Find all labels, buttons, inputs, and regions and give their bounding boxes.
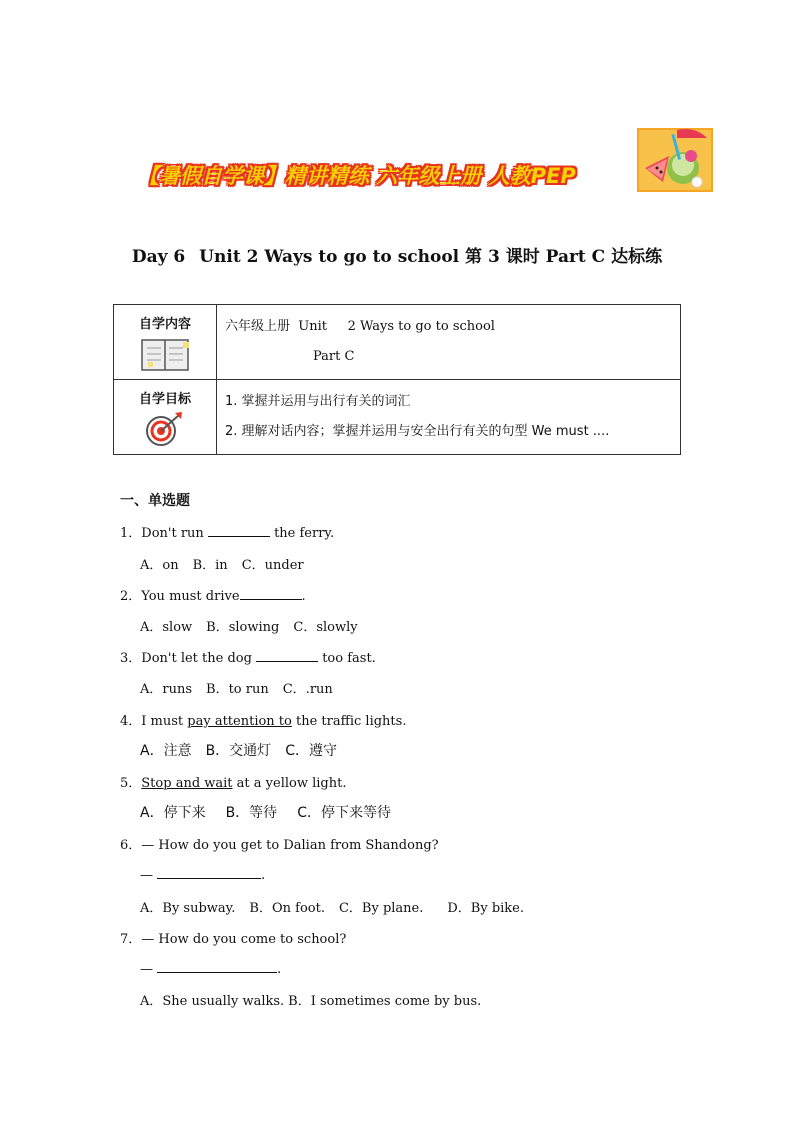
option-b[interactable]: B．On foot. — [249, 901, 325, 916]
question-text: at a yellow light. — [232, 776, 347, 791]
period: . — [261, 868, 266, 883]
option-a[interactable]: A．slow — [140, 620, 193, 635]
study-content-line2: Part C — [313, 349, 355, 364]
question-7 — [120, 928, 346, 947]
question-text: You must drive — [141, 589, 240, 604]
option-a[interactable]: A．停下来 — [140, 805, 206, 821]
section-title: 一、单选题 — [120, 493, 190, 509]
question-number: 4． — [120, 714, 142, 729]
option-b[interactable]: B．to run — [206, 682, 269, 697]
study-goal-line1: 1. 掌握并运用与出行有关的词汇 — [225, 394, 411, 409]
option-c[interactable]: C．.run — [282, 682, 333, 697]
study-goal-line2: 2. 理解对话内容；掌握并运用与安全出行有关的句型 We must .... — [225, 424, 610, 439]
option-a[interactable]: A．She usually walks. — [140, 994, 285, 1009]
option-a[interactable]: A．注意 — [140, 743, 192, 759]
title-day: Day 6 — [131, 247, 186, 267]
title-rest: Unit 2 Ways to go to school 第 3 课时 Part C 达标练 — [199, 247, 663, 267]
question-number: 2． — [120, 589, 142, 604]
study-content-line1: 六年级上册 Unit 2 Ways to go to school — [225, 319, 495, 334]
question-text: . — [301, 589, 306, 604]
question-number: 1． — [120, 526, 142, 541]
option-b[interactable]: B．等待 — [225, 805, 278, 821]
question-6 — [120, 834, 439, 853]
option-a[interactable]: A．on — [140, 558, 179, 573]
options-6 — [140, 897, 538, 916]
option-a[interactable]: A．By subway. — [140, 901, 236, 916]
dash: — — [140, 868, 158, 883]
table-row — [114, 305, 681, 380]
question-text: too fast. — [318, 651, 376, 666]
question-number: 6． — [120, 838, 142, 853]
answer-line-7 — [140, 960, 281, 977]
option-b[interactable]: B．交通灯 — [205, 743, 272, 759]
study-goal-cell — [217, 380, 681, 455]
page-title — [0, 242, 794, 267]
options-5 — [140, 802, 405, 822]
option-b[interactable]: B．slowing — [206, 620, 280, 635]
option-a[interactable]: A．runs — [140, 682, 193, 697]
answer-blank[interactable] — [157, 960, 277, 973]
question-text: Don't let the dog — [141, 651, 257, 666]
question-text: — How do you come to school? — [141, 932, 347, 947]
answer-blank[interactable] — [208, 524, 270, 537]
options-2 — [140, 616, 372, 635]
question-5 — [120, 772, 346, 791]
question-number: 5． — [120, 776, 142, 791]
options-1 — [140, 554, 318, 573]
table-row — [114, 380, 681, 455]
study-content-cell — [217, 305, 681, 380]
dash: — — [140, 962, 158, 977]
answer-blank[interactable] — [256, 649, 318, 662]
option-c[interactable]: C．停下来等待 — [297, 805, 391, 821]
summer-drink-icon — [637, 128, 713, 192]
answer-blank[interactable] — [240, 587, 302, 600]
question-4 — [120, 710, 406, 729]
question-text: I must — [141, 714, 188, 729]
option-b[interactable]: B．I sometimes come by bus. — [288, 994, 482, 1009]
question-text: Don't run — [141, 526, 208, 541]
option-c[interactable]: C．slowly — [293, 620, 358, 635]
study-content-label: 自学内容 — [138, 317, 191, 332]
question-3 — [120, 647, 376, 666]
question-2 — [120, 585, 306, 604]
info-table — [113, 304, 681, 455]
underlined-phrase: pay attention to — [187, 714, 292, 729]
notebook-icon — [139, 338, 191, 372]
option-b[interactable]: B．in — [192, 558, 228, 573]
option-c[interactable]: C．遵守 — [285, 743, 337, 759]
question-number: 3． — [120, 651, 142, 666]
options-4 — [140, 740, 351, 760]
option-d[interactable]: D．By bike. — [447, 901, 525, 916]
underlined-phrase: Stop and wait — [141, 776, 233, 791]
period: . — [277, 962, 282, 977]
question-number: 7． — [120, 932, 142, 947]
question-text: the traffic lights. — [291, 714, 407, 729]
question-text: — How do you get to Dalian from Shandong? — [141, 838, 439, 853]
option-c[interactable]: C．By plane. — [338, 901, 424, 916]
options-3 — [140, 678, 347, 697]
options-7 — [140, 990, 495, 1009]
question-1 — [120, 522, 334, 541]
answer-blank[interactable] — [157, 866, 261, 879]
question-text: the ferry. — [269, 526, 335, 541]
answer-line-6 — [140, 866, 265, 883]
table-label-cell — [114, 380, 217, 455]
option-c[interactable]: C．under — [241, 558, 304, 573]
target-icon — [145, 411, 185, 447]
study-goal-label: 自学目标 — [138, 392, 191, 407]
table-label-cell — [114, 305, 217, 380]
banner-title: 【暑假自学课】精讲精练 六年级上册 人教PEP — [138, 164, 576, 188]
